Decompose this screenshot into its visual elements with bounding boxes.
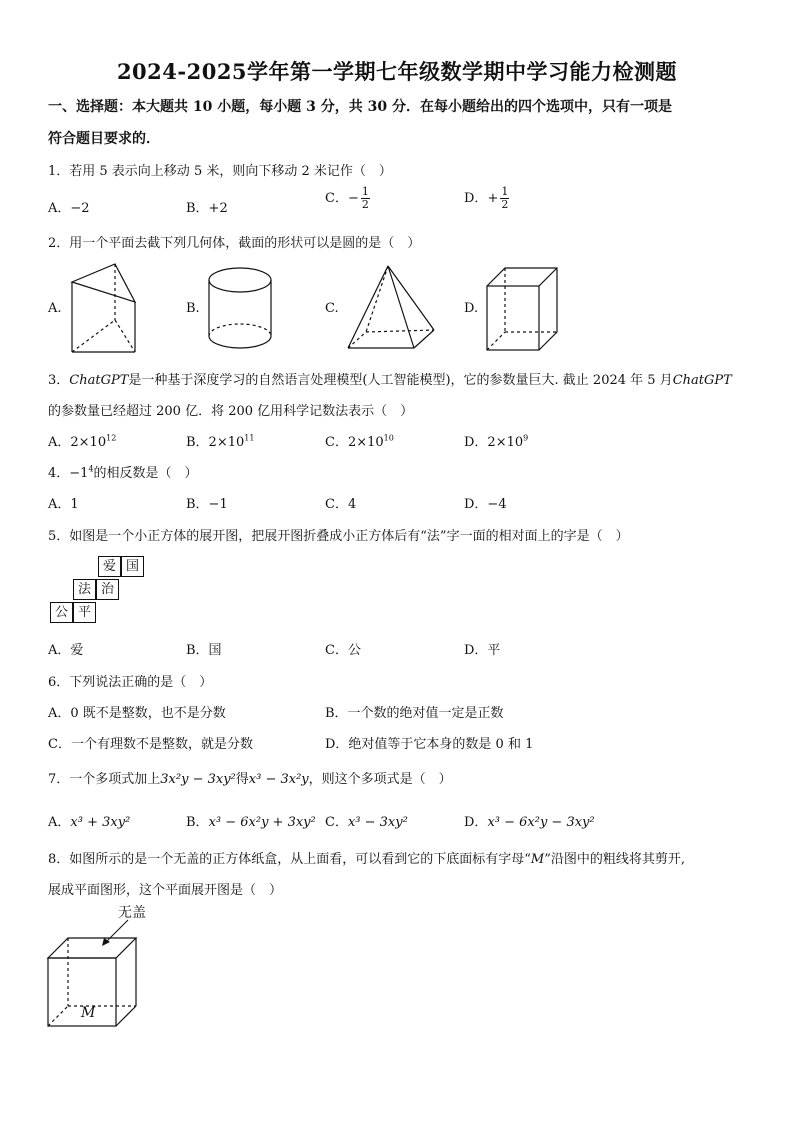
q7-option-a: A．x³ + 3xy² <box>48 815 131 830</box>
net-cell-guo: 国 <box>121 556 144 577</box>
q5-option-a: A．爱 <box>48 643 84 658</box>
triangular-prism-figure <box>60 262 140 354</box>
q7-option-c: C．x³ − 3xy² <box>325 815 408 830</box>
q1-option-a: A．−2 <box>48 201 90 216</box>
q4-option-b: B．−1 <box>186 497 228 512</box>
net-cell-gong: 公 <box>50 602 73 623</box>
pyramid-figure <box>346 264 438 354</box>
q6-option-c: C．一个有理数不是整数，就是分数 <box>48 737 253 752</box>
q1-option-c: C．− $\frac{1}{2}$ <box>325 185 369 211</box>
q4-option-d: D．−4 <box>464 497 507 512</box>
q3-option-c: C．$2\times 10^{10}$ <box>325 433 394 450</box>
q8-stem-line2: 展成平面图形，这个平面展开图是（ ） <box>48 883 283 898</box>
q6-option-b: B．一个数的绝对值一定是正数 <box>325 706 504 721</box>
q2-option-c: C. <box>325 301 339 316</box>
q4-stem: 4．$-1^4$的相反数是（ ） <box>48 464 198 481</box>
q2-option-d: D. <box>464 301 479 316</box>
q3-option-a: A．$2\times 10^{12}$ <box>48 433 117 450</box>
section-header-line2: 符合题目要求的． <box>48 131 160 147</box>
q3-option-d: D．$2\times 10^9$ <box>464 433 529 450</box>
q7-option-d: D．x³ − 6x²y − 3xy² <box>464 815 595 830</box>
q8-stem-line1: 8．如图所示的是一个无盖的正方体纸盒，从上面看，可以看到它的下底面标有字母“M”沿图中的粗线将其剪开, <box>48 852 686 867</box>
q5-stem: 5．如图是一个小正方体的展开图，把展开图折叠成小正方体后有“法”字一面的相对面上的字是（ ） <box>48 529 629 544</box>
q4-option-a: A．1 <box>48 497 79 512</box>
cylinder-figure <box>207 266 277 352</box>
q2-option-b: B. <box>186 301 200 316</box>
section-header-line1: 一、选择题：本大题共 10 小题，每小题 3 分，共 30 分．在每小题给出的四个选项中，只有一项是 <box>48 99 672 115</box>
net-cell-ping: 平 <box>73 602 96 623</box>
q1-stem: 1．若用 5 表示向上移动 5 米，则向下移动 2 米记作（ ） <box>48 164 392 179</box>
net-cell-zhi: 治 <box>96 579 119 600</box>
cuboid-figure <box>485 266 561 354</box>
q7-option-b: B．x³ − 6x²y + 3xy² <box>186 815 316 830</box>
q3-stem-line2: 的参数量已经超过 200 亿．将 200 亿用科学记数法表示（ ） <box>48 404 414 419</box>
q5-option-c: C．公 <box>325 643 361 658</box>
q6-stem: 6．下列说法正确的是（ ） <box>48 675 213 690</box>
q7-stem: 7．一个多项式加上3x²y − 3xy²得x³ − 3x²y，则这个多项式是（ ） <box>48 772 452 787</box>
q5-option-b: B．国 <box>186 643 222 658</box>
q2-option-a: A. <box>48 301 62 316</box>
q2-stem: 2．用一个平面去截下列几何体，截面的形状可以是圆的是（ ） <box>48 236 421 251</box>
net-cell-ai: 爱 <box>98 556 121 577</box>
face-letter-m: M <box>81 1005 96 1021</box>
q4-option-c: C．4 <box>325 497 357 512</box>
q1-option-d: D．+ $\frac{1}{2}$ <box>464 185 509 211</box>
net-cell-fa: 法 <box>73 579 96 600</box>
q1-option-b: B．+2 <box>186 201 228 216</box>
q3-option-b: B．$2\times 10^{11}$ <box>186 433 255 450</box>
q6-option-d: D．绝对值等于它本身的数是 0 和 1 <box>325 737 534 752</box>
open-box-figure <box>46 920 146 1030</box>
page-title: 2024-2025学年第一学期七年级数学期中学习能力检测题 <box>116 59 678 84</box>
open-top-label: 无盖 <box>118 905 146 921</box>
q3-stem-line1: 3．ChatGPT是一种基于深度学习的自然语言处理模型(人工智能模型)，它的参数量巨大. 截止 2024 年 5 月ChatGPT <box>48 373 732 388</box>
q6-option-a: A．0 既不是整数，也不是分数 <box>48 706 226 721</box>
q5-option-d: D．平 <box>464 643 501 658</box>
